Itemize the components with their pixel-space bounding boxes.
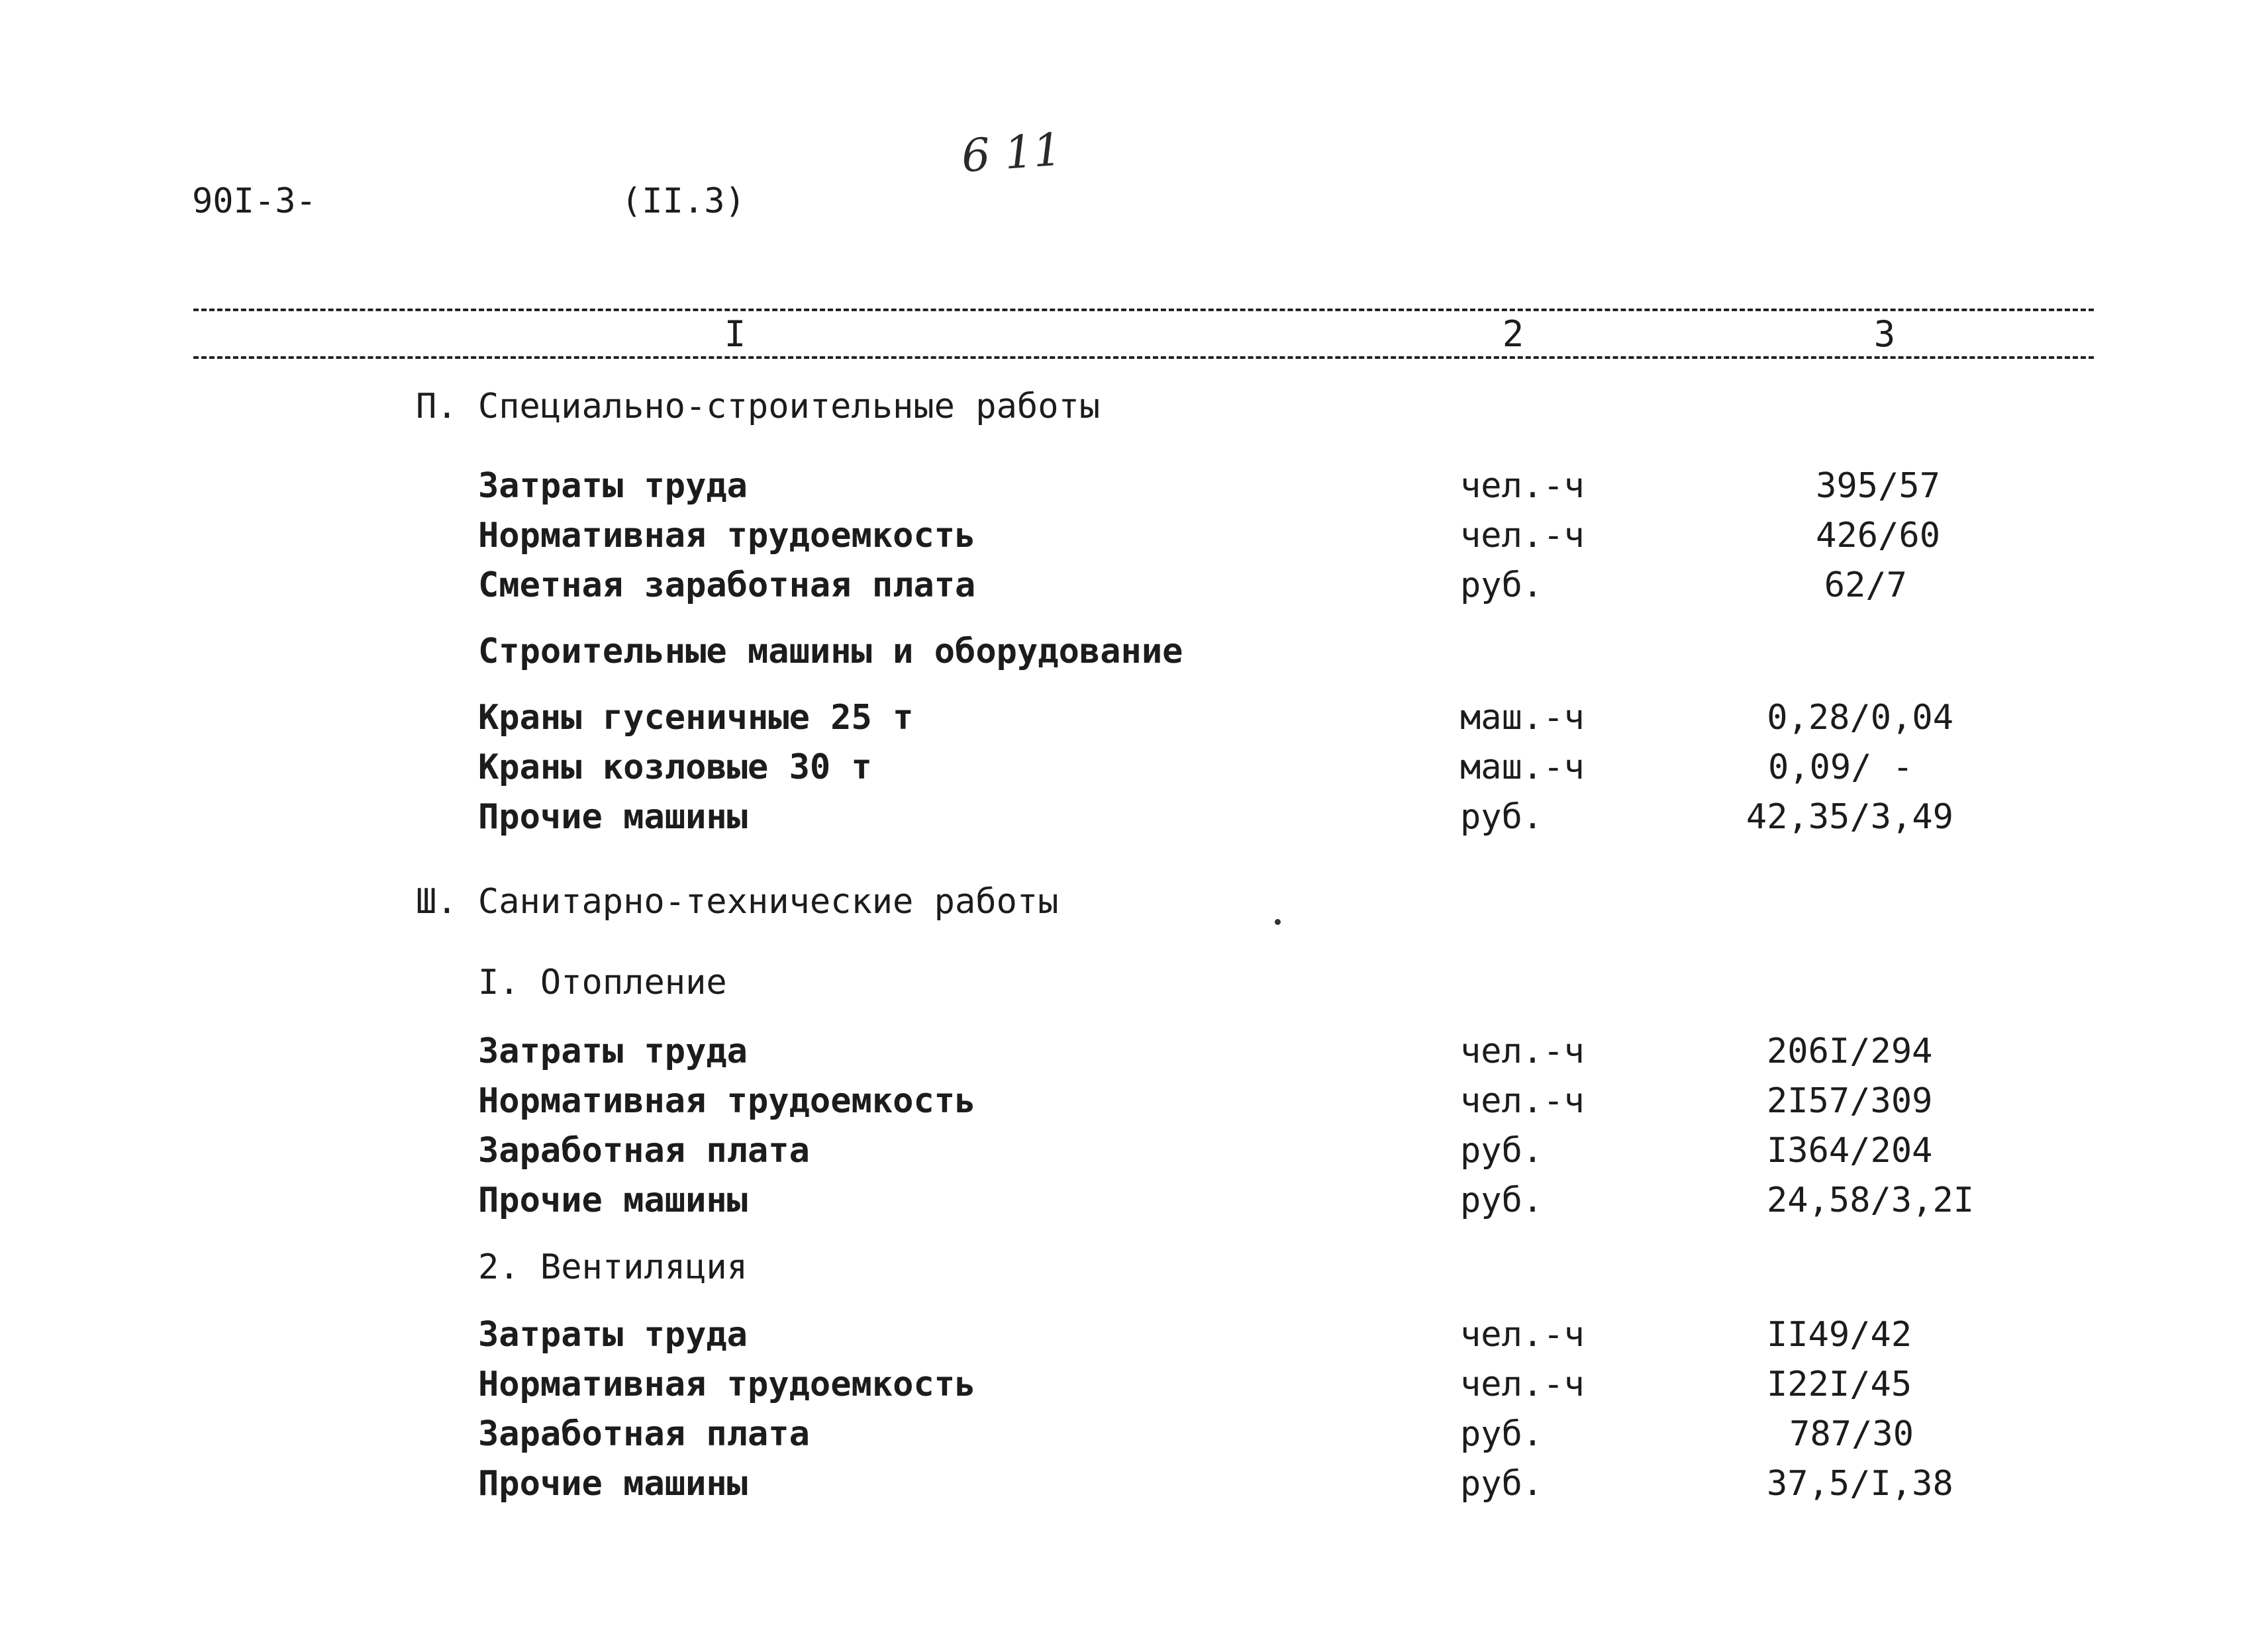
row-value: II49/42	[1767, 1315, 1912, 1355]
row-value: 24,58/3,2I	[1767, 1181, 1975, 1220]
row-value: 2I57/309	[1767, 1081, 1933, 1121]
row-value: 426/60	[1816, 516, 1940, 555]
row-name: Прочие машины	[478, 1464, 748, 1504]
row-name: Краны гусеничные 25 т	[478, 698, 914, 738]
handwritten-page-note: 6 11	[960, 123, 1063, 183]
row-name: Прочие машины	[478, 797, 748, 837]
row-name: Заработная плата	[478, 1131, 810, 1171]
table-header-rule	[193, 356, 2094, 359]
row-name: Краны козловые 30 т	[478, 748, 872, 787]
row-name: Прочие машины	[478, 1181, 748, 1220]
row-value: 395/57	[1816, 466, 1940, 506]
row-unit: руб.	[1460, 797, 1544, 837]
subsection-title: I. Отопление	[478, 963, 727, 1002]
table-top-rule	[193, 309, 2094, 311]
ink-speck	[1275, 919, 1281, 925]
row-name: Нормативная трудоемкость	[478, 1081, 976, 1121]
row-unit: чел.-ч	[1460, 1365, 1585, 1404]
row-unit: чел.-ч	[1460, 466, 1585, 506]
row-unit: чел.-ч	[1460, 516, 1585, 555]
subsection-title: 2. Вентиляция	[478, 1247, 748, 1287]
row-name: Нормативная трудоемкость	[478, 516, 976, 555]
row-value: 42,35/3,49	[1746, 797, 1953, 837]
document-code: 90I-3-	[192, 181, 317, 221]
row-name: Сметная заработная плата	[478, 565, 976, 605]
column-header-1: I	[724, 313, 746, 355]
subsection-title: Строительные машины и оборудование	[478, 632, 1183, 671]
row-unit: чел.-ч	[1460, 1032, 1585, 1071]
row-unit: чел.-ч	[1460, 1081, 1585, 1121]
row-name: Нормативная трудоемкость	[478, 1365, 976, 1404]
row-name: Затраты труда	[478, 466, 748, 506]
row-value: 0,28/0,04	[1767, 698, 1953, 738]
row-value: 62/7	[1824, 565, 1907, 605]
row-unit: руб.	[1460, 1464, 1544, 1504]
section-title: П. Специально-строительные работы	[416, 387, 1101, 426]
row-unit: маш.-ч	[1460, 748, 1585, 787]
row-unit: руб.	[1460, 1414, 1544, 1454]
column-header-3: 3	[1873, 313, 1896, 355]
column-header-2: 2	[1502, 313, 1524, 355]
row-value: 206I/294	[1767, 1032, 1933, 1071]
row-name: Затраты труда	[478, 1315, 748, 1355]
row-value: 0,09/ -	[1768, 748, 1914, 787]
section-title: Ш. Санитарно-технические работы	[416, 882, 1059, 922]
row-value: I22I/45	[1767, 1365, 1912, 1404]
row-value: 37,5/I,38	[1767, 1464, 1953, 1504]
row-unit: руб.	[1460, 565, 1544, 605]
row-unit: маш.-ч	[1460, 698, 1585, 738]
row-unit: чел.-ч	[1460, 1315, 1585, 1355]
row-unit: руб.	[1460, 1181, 1544, 1220]
section-reference: (II.3)	[621, 181, 746, 221]
row-value: 787/30	[1789, 1414, 1914, 1454]
row-name: Затраты труда	[478, 1032, 748, 1071]
row-name: Заработная плата	[478, 1414, 810, 1454]
row-unit: руб.	[1460, 1131, 1544, 1171]
row-value: I364/204	[1767, 1131, 1933, 1171]
